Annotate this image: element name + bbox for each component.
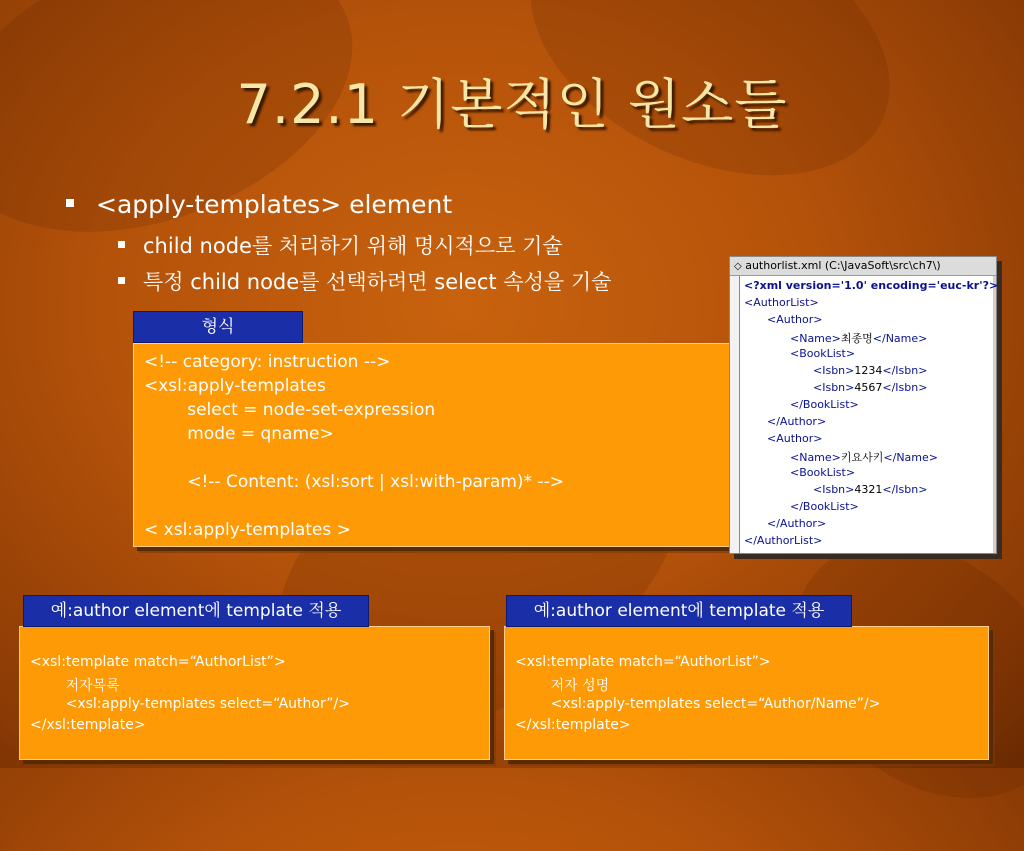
sub-bullet-text: 특정 child node를 선택하려면 select 속성을 기술 bbox=[143, 270, 612, 294]
xml-line bbox=[767, 432, 822, 445]
xml-window-scrollbar[interactable] bbox=[993, 276, 996, 553]
square-bullet-icon bbox=[66, 199, 74, 207]
code-line: </xsl:template> bbox=[30, 717, 146, 733]
xml-open-tag: </BookList> bbox=[790, 500, 859, 513]
xml-close-tag: </Isbn> bbox=[882, 364, 928, 377]
xml-line bbox=[813, 483, 927, 496]
example-right-label: 예:author element에 template 적용 bbox=[506, 595, 852, 627]
example-left-label: 예:author element에 template 적용 bbox=[23, 595, 369, 627]
xml-window-title: authorlist.xml (C:\JavaSoft\src\ch7\) bbox=[745, 259, 941, 272]
xml-open-tag: <BookList> bbox=[790, 466, 856, 479]
bullet-apply-templates bbox=[66, 190, 452, 219]
xml-viewer-window bbox=[729, 256, 997, 554]
xml-value: 최종명 bbox=[840, 332, 873, 345]
slide-title: 7.2.1 기본적인 원소들 bbox=[236, 73, 788, 136]
xml-line bbox=[767, 415, 826, 428]
example-left-box bbox=[19, 626, 490, 760]
xml-value: 4567 bbox=[854, 381, 883, 394]
xml-line bbox=[767, 517, 826, 530]
code-line: <xsl:apply-templates select=“Author/Name”/> bbox=[515, 696, 881, 712]
sub-bullet-select bbox=[118, 266, 611, 296]
xml-close-tag: </Name> bbox=[883, 451, 938, 464]
xml-value: 4321 bbox=[854, 483, 883, 496]
xml-line bbox=[744, 279, 998, 292]
xml-open-tag: <AuthorList> bbox=[744, 296, 819, 309]
bullet-text: <apply-templates> element bbox=[96, 190, 453, 219]
code-line: <xsl:template match=“AuthorList”> bbox=[515, 654, 771, 670]
xml-line bbox=[790, 347, 855, 360]
code-line: </xsl:template> bbox=[515, 717, 631, 733]
xml-open-tag: <?xml version='1.0' encoding='euc-kr'?> bbox=[744, 279, 999, 292]
code-line: select = node-set-expression bbox=[144, 400, 436, 420]
xml-open-tag: </AuthorList> bbox=[744, 534, 823, 547]
xml-close-tag: </Isbn> bbox=[882, 381, 928, 394]
xml-open-tag: <Name> bbox=[790, 332, 841, 345]
xml-open-tag: <Author> bbox=[767, 313, 823, 326]
square-bullet-icon bbox=[118, 277, 125, 284]
xml-open-tag: <Isbn> bbox=[813, 364, 855, 377]
xml-line bbox=[767, 313, 822, 326]
sub-bullet-child-node bbox=[118, 230, 563, 260]
xml-close-tag: </Isbn> bbox=[882, 483, 928, 496]
example-right-box bbox=[504, 626, 989, 760]
code-line: mode = qname> bbox=[144, 424, 334, 444]
square-bullet-icon bbox=[118, 241, 125, 248]
xml-line bbox=[790, 449, 938, 465]
xml-open-tag: <Name> bbox=[790, 451, 841, 464]
code-line: 저자목록 bbox=[30, 678, 120, 694]
code-line: <xsl:template match=“AuthorList”> bbox=[30, 654, 286, 670]
xml-window-titlebar bbox=[730, 257, 996, 276]
xml-open-tag: </Author> bbox=[767, 517, 827, 530]
xml-line bbox=[790, 398, 859, 411]
xml-open-tag: <Isbn> bbox=[813, 381, 855, 394]
xml-window-gutter bbox=[730, 276, 740, 553]
code-line: <!-- category: instruction --> bbox=[144, 352, 391, 372]
xml-open-tag: </Author> bbox=[767, 415, 827, 428]
xml-value: 1234 bbox=[854, 364, 883, 377]
xml-open-tag: <Author> bbox=[767, 432, 823, 445]
code-line: <xsl:apply-templates select=“Author”/> bbox=[30, 696, 350, 712]
document-icon: ◇ bbox=[734, 261, 742, 272]
xml-line bbox=[790, 466, 855, 479]
xml-line bbox=[813, 364, 927, 377]
code-line: < xsl:apply-templates > bbox=[144, 520, 351, 540]
xml-line bbox=[790, 500, 859, 513]
format-label: 형식 bbox=[133, 311, 303, 343]
xml-value: 키요사키 bbox=[840, 451, 884, 464]
code-line: <xsl:apply-templates bbox=[144, 376, 326, 396]
format-code-box bbox=[133, 343, 747, 547]
xml-line bbox=[744, 296, 819, 309]
xml-line bbox=[744, 534, 822, 547]
xml-open-tag: <BookList> bbox=[790, 347, 856, 360]
code-line: 저자 성명 bbox=[515, 678, 610, 694]
xml-line bbox=[813, 381, 927, 394]
xml-line bbox=[790, 330, 927, 346]
code-line: <!-- Content: (xsl:sort | xsl:with-param)* --> bbox=[144, 472, 564, 492]
sub-bullet-text: child node를 처리하기 위해 명시적으로 기술 bbox=[143, 234, 563, 258]
xml-open-tag: </BookList> bbox=[790, 398, 859, 411]
xml-open-tag: <Isbn> bbox=[813, 483, 855, 496]
xml-close-tag: </Name> bbox=[872, 332, 928, 345]
